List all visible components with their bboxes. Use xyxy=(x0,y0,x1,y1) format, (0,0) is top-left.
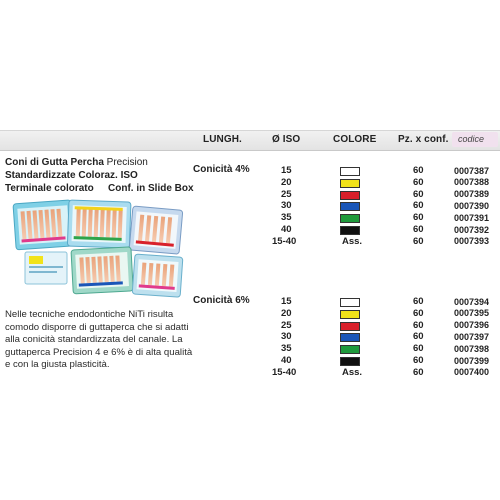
product-code: 0007388 xyxy=(454,177,490,188)
product-code: 0007395 xyxy=(454,308,490,319)
pieces-per-pack: 60 xyxy=(413,331,424,343)
taper-group-label: Conicità 4% xyxy=(193,164,250,175)
taper-group-label: Conicità 6% xyxy=(193,295,250,306)
pieces-per-pack: 60 xyxy=(413,200,424,212)
iso-size: 25 xyxy=(281,319,292,331)
color-assorted: Ass. xyxy=(342,235,363,247)
pieces-per-pack: 60 xyxy=(413,355,424,366)
color-swatch xyxy=(340,191,360,200)
color-swatch xyxy=(340,202,360,211)
product-code: 0007390 xyxy=(454,200,490,211)
product-code: 0007398 xyxy=(454,343,490,354)
product-code: 0007392 xyxy=(454,224,490,235)
product-title-light: Precision xyxy=(103,157,148,168)
pieces-per-pack: 60 xyxy=(413,224,424,235)
product-code: 0007387 xyxy=(454,165,490,176)
pieces-per-pack: 60 xyxy=(413,176,424,188)
product-terminal: Terminale colorato xyxy=(5,183,94,194)
color-swatch xyxy=(340,214,360,223)
iso-size: 40 xyxy=(281,355,292,366)
product-code: 0007393 xyxy=(454,236,490,247)
iso-size: 30 xyxy=(281,200,292,212)
iso-size: 15-40 xyxy=(272,366,297,378)
color-swatch xyxy=(340,333,360,342)
color-swatch xyxy=(340,226,360,235)
product-code: 0007391 xyxy=(454,212,490,223)
header-codice-tag xyxy=(452,132,498,147)
pieces-per-pack: 60 xyxy=(413,307,424,319)
header-colore: COLORE xyxy=(333,134,377,145)
product-code: 0007400 xyxy=(454,367,490,378)
pieces-per-pack: 60 xyxy=(413,212,424,224)
pieces-per-pack: 60 xyxy=(413,319,424,331)
product-code: 0007397 xyxy=(454,331,490,342)
iso-size: 25 xyxy=(281,188,292,200)
color-swatch xyxy=(340,298,360,307)
product-description: Nelle tecniche endodontiche NiTi risulta comodo disporre di guttaperca che si adatti alla conicità standardizzata del canale. La guttaperca Precision 4 e 6% è di alta qualità e con la giusta plasticità. xyxy=(5,309,193,371)
product-code: 0007394 xyxy=(454,296,490,307)
pieces-per-pack: 60 xyxy=(413,296,424,307)
header-iso: Ø ISO xyxy=(272,134,301,145)
pieces-per-pack: 60 xyxy=(413,235,424,247)
color-swatch xyxy=(340,322,360,331)
gutta-percha-slide-boxes-photo xyxy=(5,196,190,300)
iso-size: 20 xyxy=(281,307,292,319)
product-subtitle: Standardizzate Coloraz. ISO xyxy=(5,170,138,181)
product-packaging: Conf. in Slide Box xyxy=(108,183,194,194)
color-swatch xyxy=(340,357,360,366)
pieces-per-pack: 60 xyxy=(413,343,424,355)
product-code: 0007396 xyxy=(454,320,490,331)
header-codice: codice xyxy=(458,134,485,144)
iso-size: 35 xyxy=(281,212,292,224)
iso-size: 20 xyxy=(281,176,292,188)
color-swatch xyxy=(340,345,360,354)
pieces-per-pack: 60 xyxy=(413,188,424,200)
color-swatch xyxy=(340,179,360,188)
pieces-per-pack: 60 xyxy=(413,366,424,378)
color-swatch xyxy=(340,167,360,176)
header-pz: Pz. x conf. xyxy=(398,134,449,145)
iso-size: 30 xyxy=(281,331,292,343)
product-title-bold: Coni di Gutta Percha xyxy=(5,157,104,168)
header-lungh: LUNGH. xyxy=(203,134,242,145)
product-code: 0007389 xyxy=(454,189,490,200)
product-code: 0007399 xyxy=(454,355,490,366)
pieces-per-pack: 60 xyxy=(413,165,424,176)
iso-size: 35 xyxy=(281,343,292,355)
iso-size: 40 xyxy=(281,224,292,235)
product-terminal-line xyxy=(5,183,94,194)
color-swatch xyxy=(340,310,360,319)
product-title xyxy=(5,157,148,168)
color-assorted: Ass. xyxy=(342,366,363,378)
iso-size: 15 xyxy=(281,165,292,176)
iso-size: 15 xyxy=(281,296,292,307)
iso-size: 15-40 xyxy=(272,235,297,247)
